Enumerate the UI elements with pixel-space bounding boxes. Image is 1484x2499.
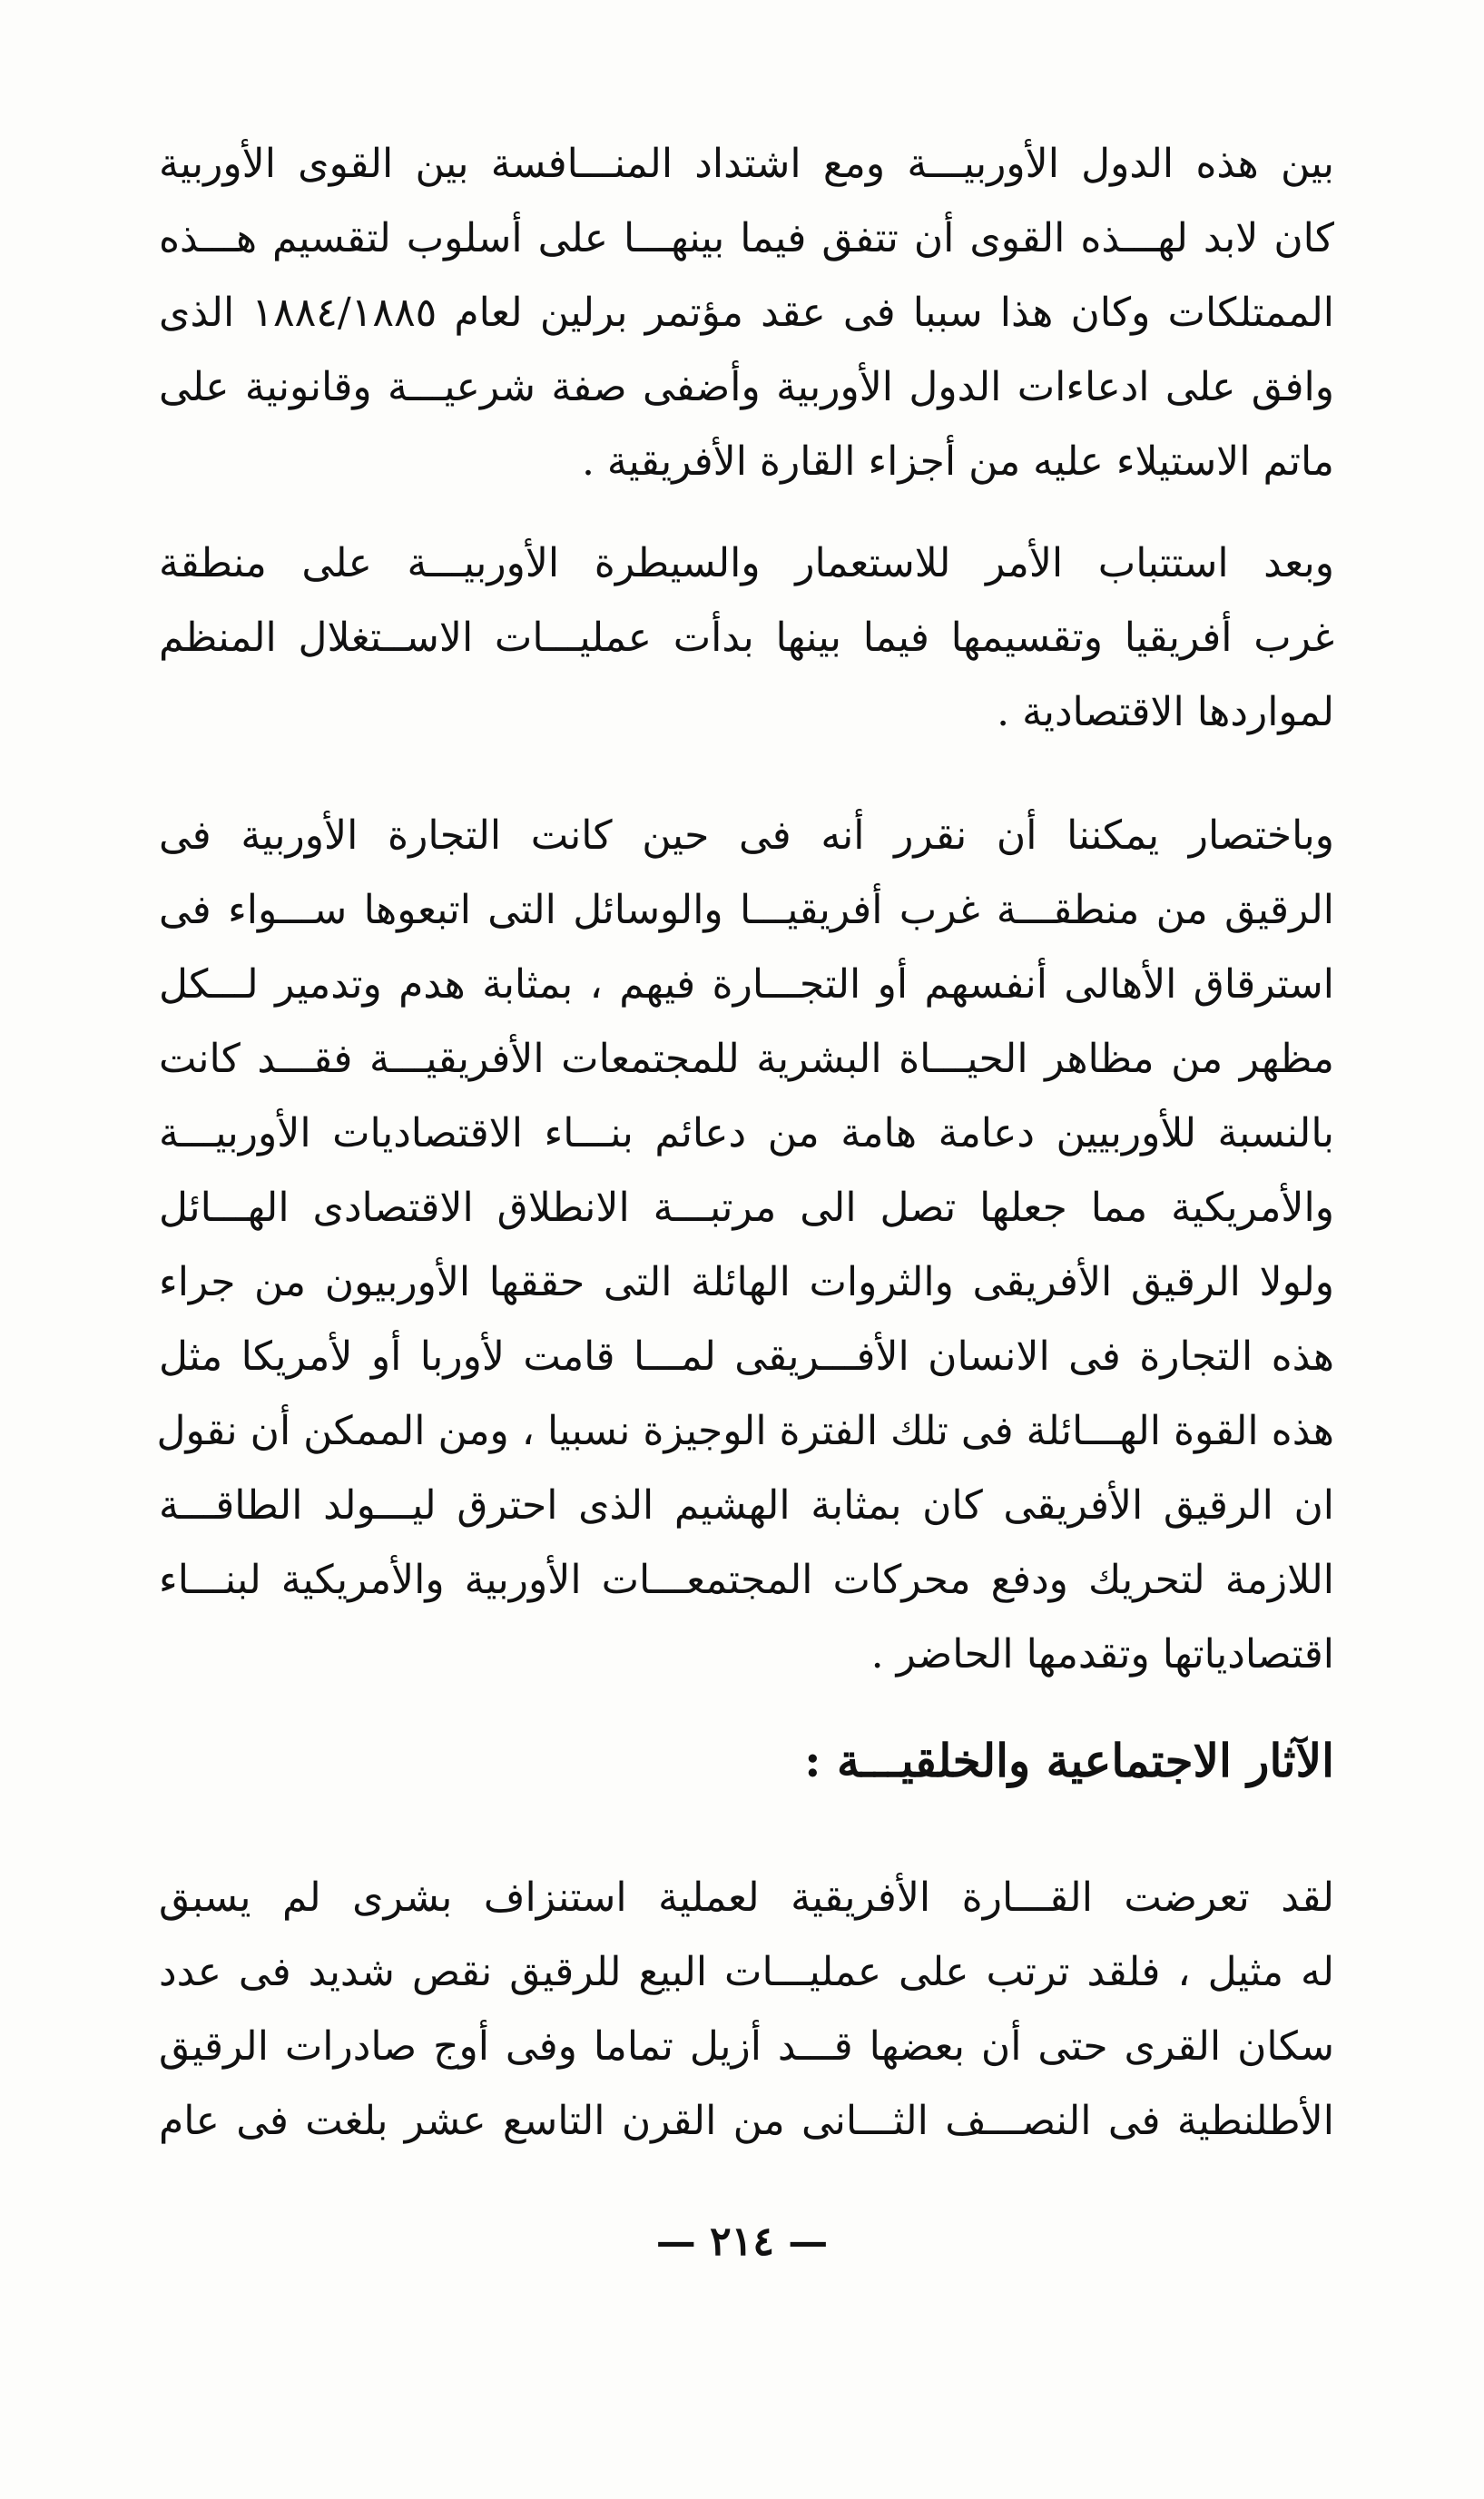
paragraph-line: غرب أفريقيا وتقسيمها فيما بينها بدأت عمليـــات الاســتغلال المنظم: [159, 615, 1334, 661]
paragraph-line: وبعد استتباب الأمر للاستعمار والسيطرة الأوربيـــة على منطقة: [159, 540, 1334, 586]
paragraph-line: الأطلنطية فى النصـــف الثـــانى من القرن التاسع عشر بلغت فى عام: [159, 2098, 1334, 2144]
paragraph-4: [159, 1861, 1334, 2159]
paragraph-line: ماتم الاستيلاء عليه من أجزاء القارة الأفريقية .: [581, 438, 1334, 485]
paragraph-line: اقتصادياتها وتقدمها الحاضر .: [870, 1631, 1334, 1677]
page-number: — ٢١٤ —: [655, 2219, 829, 2265]
paragraph-line: ان الرقيق الأفريقى كان بمثابة الهشيم الذى احترق ليـــولد الطاقـــة: [159, 1482, 1334, 1529]
paragraph-line: الممتلكات وكان هذا سببا فى عقد مؤتمر برلين لعام ١٨٨٤/١٨٨٥ الذى: [159, 290, 1334, 336]
paragraph-line: الرقيق من منطقـــة غرب أفريقيـــا والوسائل التى اتبعوها ســـواء فى: [159, 887, 1334, 933]
paragraph-3: [156, 799, 1334, 1692]
paragraph-line: له مثيل ، فلقد ترتب على عمليـــات البيع للرقيق نقص شديد فى عدد: [159, 1949, 1334, 1995]
paragraph-line: لمواردها الاقتصادية .: [997, 689, 1334, 735]
paragraph-line: كان لابد لهـــذه القوى أن تتفق فيما بينهـــا على أسلوب لتقسيم هـــذه: [159, 215, 1334, 261]
paragraph-line: لقد تعرضت القـــارة الأفريقية لعملية استنزاف بشرى لم يسبق: [159, 1874, 1334, 1921]
paragraph-line: والأمريكية مما جعلها تصل الى مرتبـــة الانطلاق الاقتصادى الهـــائل: [159, 1185, 1334, 1231]
paragraph-line: سكان القرى حتى أن بعضها قـــد أزيل تماما وفى أوج صادرات الرقيق: [159, 2023, 1335, 2070]
section-heading: الآثار الاجتماعية والخلقيـــة :: [804, 1734, 1334, 1787]
paragraph-line: بين هذه الدول الأوربيـــة ومع اشتداد المنـــافسة بين القوى الأوربية: [159, 141, 1334, 187]
paragraph-line: هذه القوة الهـــائلة فى تلك الفترة الوجيزة نسبيا ، ومن الممكن أن نقول: [156, 1408, 1334, 1454]
paragraph-line: هذه التجارة فى الانسان الأفـــريقى لمـــا قامت لأوربا أو لأمريكا مثل: [159, 1333, 1334, 1380]
paragraph-line: وافق على ادعاءات الدول الأوربية وأضفى صفة شرعيـــة وقانونية على: [159, 364, 1334, 410]
paragraph-line: مظهر من مظاهر الحيـــاة البشرية للمجتمعات الأفريقيـــة فقـــد كانت: [159, 1036, 1334, 1082]
paragraph-line: اللازمة لتحريك ودفع محركات المجتمعـــات الأوربية والأمريكية لبنـــاء: [159, 1557, 1334, 1603]
paragraph-line: ولولا الرقيق الأفريقى والثروات الهائلة التى حققها الأوربيون من جراء: [159, 1259, 1334, 1305]
paragraph-1: [159, 127, 1334, 499]
paragraph-2: [159, 526, 1334, 750]
paragraph-line: استرقاق الأهالى أنفسهم أو التجـــارة فيهم ، بمثابة هدم وتدمير لـــكل: [159, 961, 1334, 1008]
paragraph-line: بالنسبة للأوربيين دعامة هامة من دعائم بنـــاء الاقتصاديات الأوربيـــة: [159, 1110, 1334, 1156]
paragraph-line: وباختصار يمكننا أن نقرر أنه فى حين كانت التجارة الأوربية فى: [159, 812, 1334, 859]
